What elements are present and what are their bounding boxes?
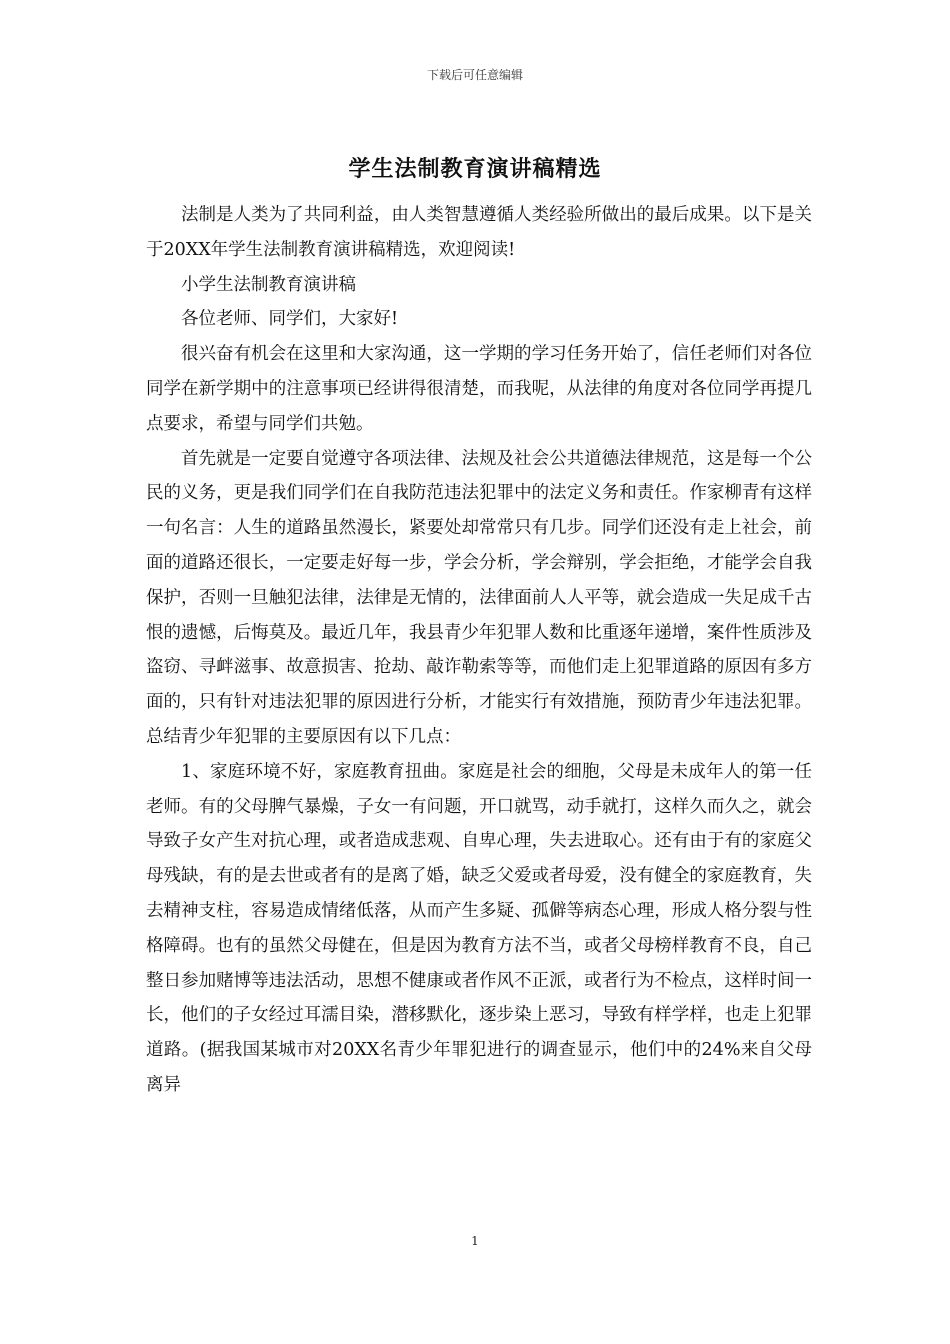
document-title: 学生法制教育演讲稿精选: [348, 157, 602, 182]
paragraph-reason-one: 1、家庭环境不好，家庭教育扭曲。家庭是社会的细胞，父母是未成年人的第一任老师。有的父母脾气暴燥，子女一有问题，开口就骂，动手就打，这样久而久之，就会导致子女产生对抗心理，或者造成悲观、自卑心理，失去进取心。还有由于有的家庭父母残缺，有的是去世或者有的是离了婚，缺乏父爱或者母爱，没有健全的家庭教育，失去精神支柱，容易造成情绪低落，从而产生多疑、孤僻等病态心理，形成人格分裂与性格障碍。也有的虽然父母健在，但是因为教育方法不当，或者父母榜样教育不良，自己整日参加赌博等违法活动，思想不健康或者作风不正派，或者行为不检点，这样时间一长，他们的子女经过耳濡目染，潜移默化，逐步染上恶习，导致有样学样，也走上犯罪道路。(据我国某城市对20XX名青少年罪犯进行的调查显示，他们中的24%来自父母离异: [146, 761, 812, 1095]
paragraph-greeting: 各位老师、同学们，大家好!: [181, 309, 399, 330]
page-header: 下载后可任意编辑: [426, 68, 523, 82]
paragraph-opening: 很兴奋有机会在这里和大家沟通，这一学期的学习任务开始了，信任老师们对各位同学在新学期中的注意事项已经讲得很清楚，而我呢，从法律的角度对各位同学再提几点要求，希望与同学们共勉。: [146, 344, 812, 434]
paragraph-subtitle: 小学生法制教育演讲稿: [181, 274, 356, 295]
paragraph-first-point: 首先就是一定要自觉遵守各项法律、法规及社会公共道德法律规范，这是每一个公民的义务，更是我们同学们在自我防范违法犯罪中的法定义务和责任。作家柳青有这样一句名言：人生的道路虽然漫长，紧要处却常常只有几步。同学们还没有走上社会，前面的道路还很长，一定要走好每一步，学会分析，学会辩别，学会拒绝，才能学会自我保护，否则一旦触犯法律，法律是无情的，法律面前人人平等，就会造成一失足成千古恨的遗憾，后悔莫及。最近几年，我县青少年犯罪人数和比重逐年递增，案件性质涉及盗窃、寻衅滋事、故意损害、抢劫、敲诈勒索等等，而他们走上犯罪道路的原因有多方面的，只有针对违法犯罪的原因进行分析，才能实行有效措施，预防青少年违法犯罪。总结青少年犯罪的主要原因有以下几点：: [146, 448, 812, 747]
paragraph-intro: 法制是人类为了共同利益，由人类智慧遵循人类经验所做出的最后成果。以下是关于20XX年学生法制教育演讲稿精选，欢迎阅读!: [146, 205, 812, 260]
page-number: 1: [471, 1234, 479, 1248]
document-body: [146, 198, 812, 1103]
